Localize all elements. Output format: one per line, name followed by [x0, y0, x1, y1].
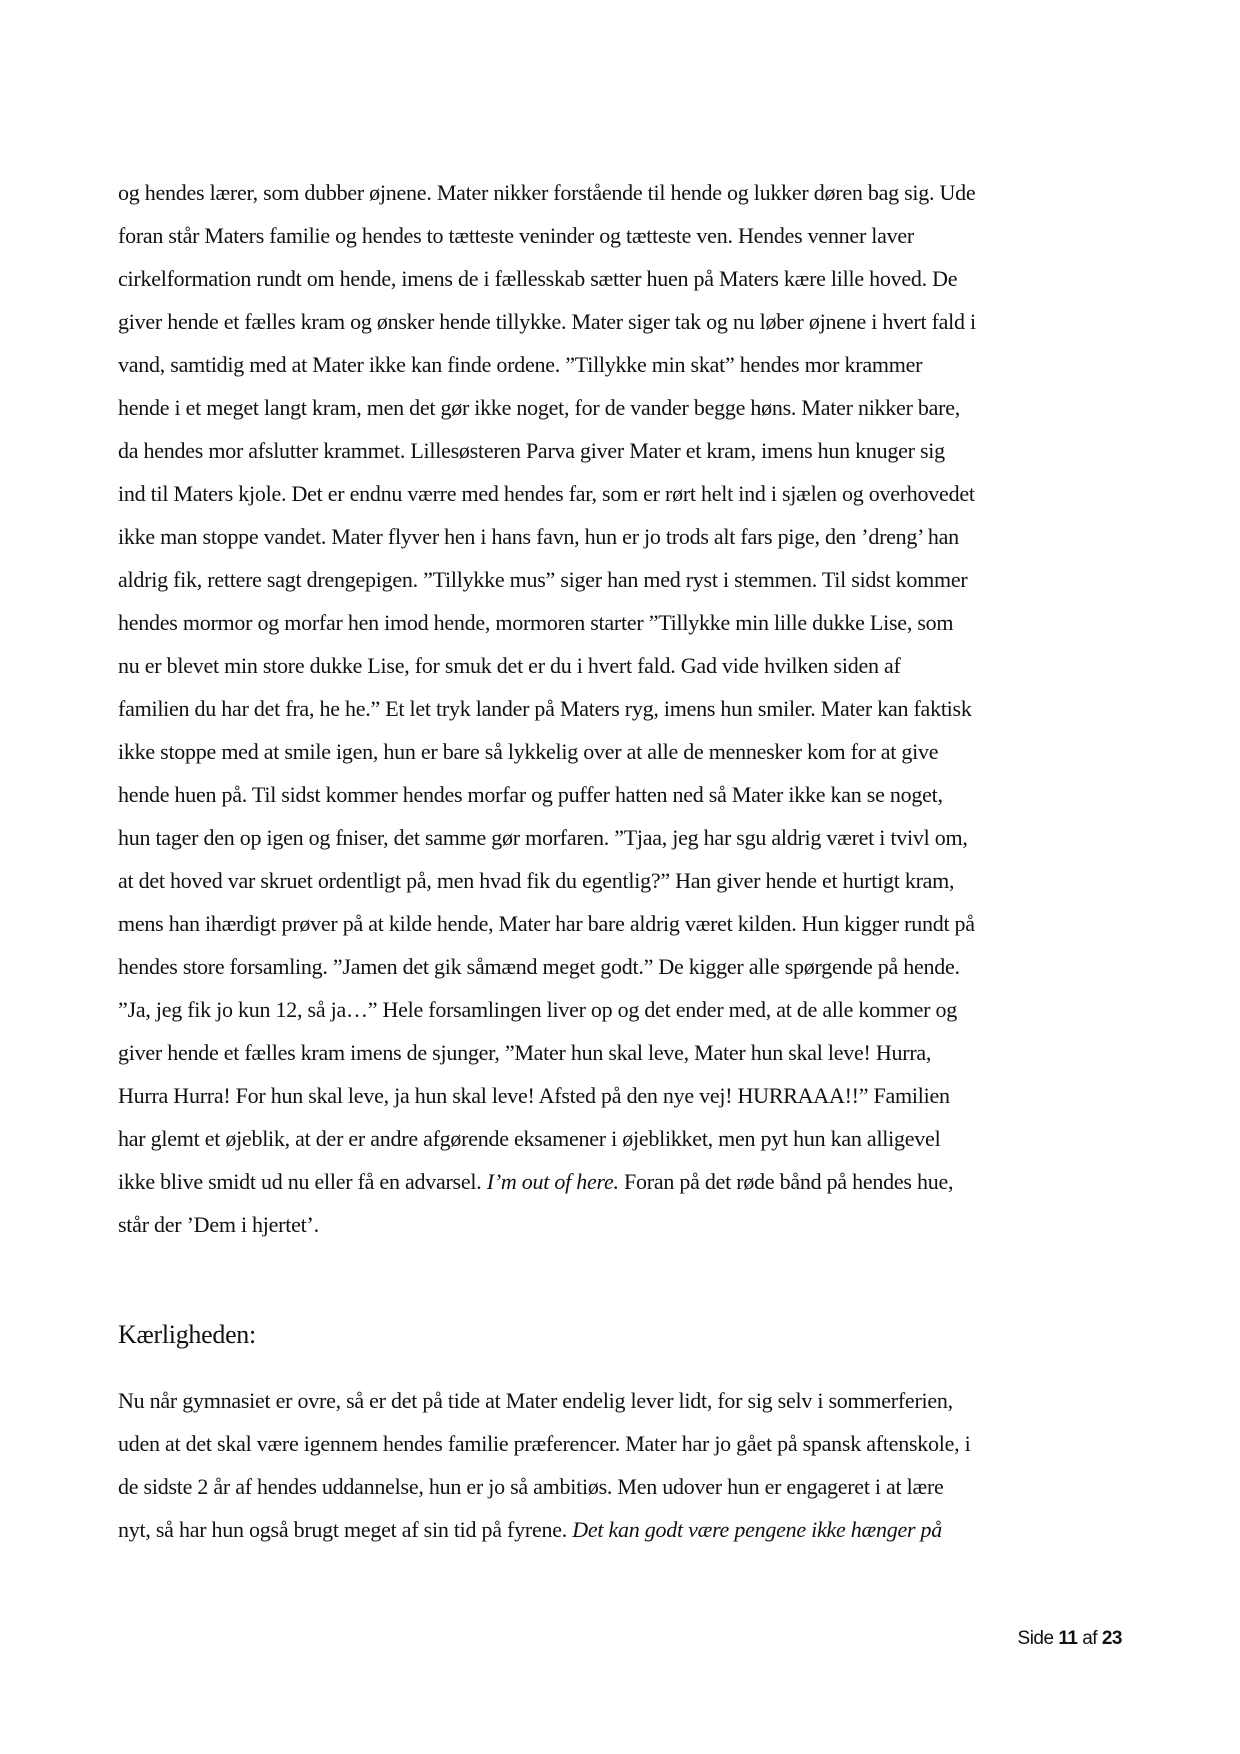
text-segment: Nu når gymnasiet er ovre, så er det på tide at Mater endelig lever lidt, for sig selv i sommerferien,	[118, 1388, 953, 1413]
page-number-footer	[1018, 1628, 1122, 1650]
text-segment: hun tager den op igen og fniser, det samme gør morfaren. ”Tjaa, jeg har sgu aldrig været i tvivl om,	[118, 825, 968, 850]
current-page: 11	[1058, 1628, 1078, 1649]
text-segment: nyt, så har hun også brugt meget af sin tid på fyrene.	[118, 1517, 573, 1542]
text-line	[118, 687, 1128, 730]
text-line	[118, 343, 1128, 386]
text-segment: Hurra Hurra! For hun skal leve, ja hun skal leve! Afsted på den nye vej! HURRAAA!!” Familien	[118, 1083, 950, 1108]
text-line	[118, 1465, 1128, 1508]
text-segment: Foran på det røde bånd på hendes hue,	[618, 1169, 954, 1194]
italic-text: I’m out of here.	[486, 1169, 619, 1194]
text-segment: hende huen på. Til sidst kommer hendes morfar og puffer hatten ned så Mater ikke kan se noget,	[118, 782, 943, 807]
text-segment: vand, samtidig med at Mater ikke kan finde ordene. ”Tillykke min skat” hendes mor krammer	[118, 352, 923, 377]
text-segment: ”Ja, jeg fik jo kun 12, så ja…” Hele forsamlingen liver op og det ender med, at de alle kommer og	[118, 997, 957, 1022]
text-line	[118, 515, 1128, 558]
text-line	[118, 601, 1128, 644]
text-segment: aldrig fik, rettere sagt drengepigen. ”Tillykke mus” siger han med ryst i stemmen. Til sidst kommer	[118, 567, 968, 592]
text-segment: at det hoved var skruet ordentligt på, men hvad fik du egentlig?” Han giver hende et hurtigt kram,	[118, 868, 955, 893]
text-line	[118, 730, 1128, 773]
text-segment: mens han ihærdigt prøver på at kilde hende, Mater har bare aldrig været kilden. Hun kigger rundt på	[118, 911, 975, 936]
text-segment: står der ’Dem i hjertet’.	[118, 1212, 319, 1237]
italic-text: Det kan godt være pengene ikke hænger på	[572, 1517, 943, 1542]
body-paragraph	[118, 171, 1128, 1246]
text-line	[118, 1508, 1128, 1551]
footer-separator: af	[1082, 1628, 1098, 1649]
text-segment: giver hende et fælles kram og ønsker hende tillykke. Mater siger tak og nu løber øjnene i hvert fald i	[118, 309, 976, 334]
text-line	[118, 1117, 1128, 1160]
text-line	[118, 902, 1128, 945]
text-line	[118, 859, 1128, 902]
text-segment: de sidste 2 år af hendes uddannelse, hun er jo så ambitiøs. Men udover hun er engageret i at lære	[118, 1474, 944, 1499]
text-line	[118, 429, 1128, 472]
text-line	[118, 773, 1128, 816]
text-segment: ikke blive smidt ud nu eller få en advarsel.	[118, 1169, 487, 1194]
text-line	[118, 945, 1128, 988]
text-segment: foran står Maters familie og hendes to tætteste veninder og tætteste ven. Hendes venner laver	[118, 223, 914, 248]
text-line	[118, 214, 1128, 257]
text-line	[118, 1074, 1128, 1117]
text-segment: og hendes lærer, som dubber øjnene. Mater nikker forstående til hende og lukker døren bag sig. Ude	[118, 180, 976, 205]
text-line	[118, 1203, 1128, 1246]
footer-prefix: Side	[1017, 1628, 1054, 1649]
text-segment: ind til Maters kjole. Det er endnu værre med hendes far, som er rørt helt ind i sjælen og overhovedet	[118, 481, 975, 506]
text-segment: giver hende et fælles kram imens de sjunger, ”Mater hun skal leve, Mater hun skal leve! Hurra,	[118, 1040, 932, 1065]
text-segment: cirkelformation rundt om hende, imens de i fællesskab sætter huen på Maters kære lille hoved. De	[118, 266, 958, 291]
text-line	[118, 1422, 1128, 1465]
text-segment: familien du har det fra, he he.” Et let tryk lander på Maters ryg, imens hun smiler. Mater kan faktisk	[118, 696, 972, 721]
text-line	[118, 1031, 1128, 1074]
text-segment: uden at det skal være igennem hendes familie præferencer. Mater har jo gået på spansk aftenskole, i	[118, 1431, 971, 1456]
text-segment: hendes mormor og morfar hen imod hende, mormoren starter ”Tillykke min lille dukke Lise, som	[118, 610, 954, 635]
text-line	[118, 558, 1128, 601]
text-line	[118, 816, 1128, 859]
total-pages: 23	[1101, 1628, 1122, 1649]
body-paragraph	[118, 1379, 1128, 1551]
text-segment: da hendes mor afslutter krammet. Lillesøsteren Parva giver Mater et kram, imens hun knuger sig	[118, 438, 945, 463]
text-segment: ikke stoppe med at smile igen, hun er bare så lykkelig over at alle de mennesker kom for at give	[118, 739, 939, 764]
text-line	[118, 300, 1128, 343]
text-line	[118, 257, 1128, 300]
text-line	[118, 644, 1128, 687]
text-segment: har glemt et øjeblik, at der er andre afgørende eksamener i øjeblikket, men pyt hun kan alligevel	[118, 1126, 941, 1151]
text-segment: ikke man stoppe vandet. Mater flyver hen i hans favn, hun er jo trods alt fars pige, den ’dreng’ han	[118, 524, 959, 549]
text-line	[118, 386, 1128, 429]
text-line	[118, 472, 1128, 515]
text-line	[118, 988, 1128, 1031]
section-heading: Kærligheden:	[118, 1320, 256, 1349]
text-segment: hendes store forsamling. ”Jamen det gik såmænd meget godt.” De kigger alle spørgende på hende.	[118, 954, 960, 979]
text-segment: hende i et meget langt kram, men det gør ikke noget, for de vander begge høns. Mater nikker bare,	[118, 395, 960, 420]
text-line	[118, 1160, 1128, 1203]
text-line	[118, 1379, 1128, 1422]
text-segment: nu er blevet min store dukke Lise, for smuk det er du i hvert fald. Gad vide hvilken siden af	[118, 653, 901, 678]
text-line	[118, 171, 1128, 214]
